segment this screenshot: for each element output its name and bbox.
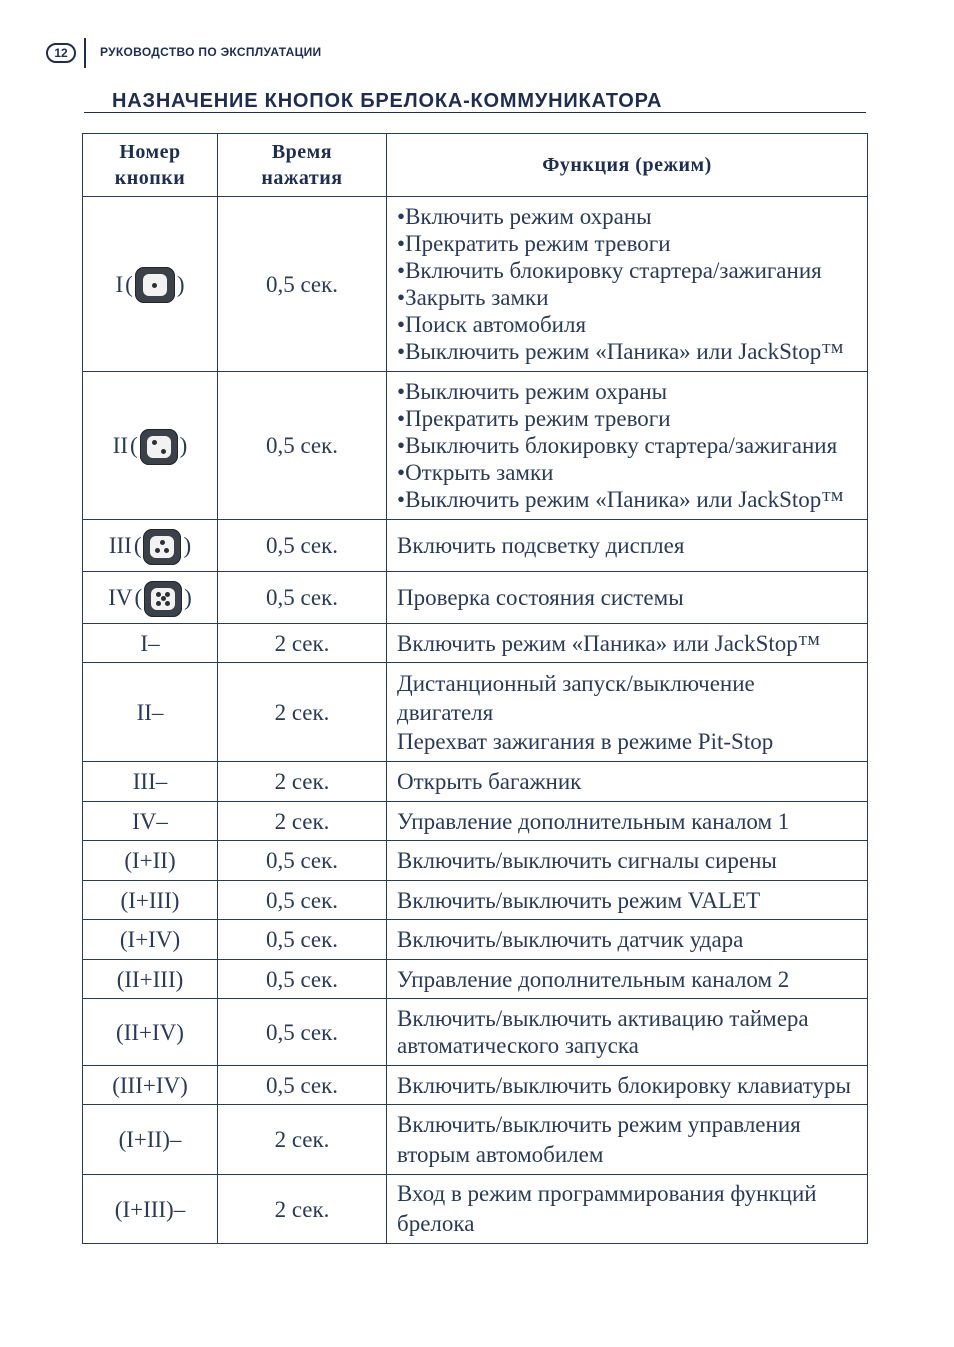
table-row xyxy=(83,1175,868,1244)
header-function: Функция (режим) xyxy=(387,134,868,197)
press-time: 0,5 сек. xyxy=(218,197,387,372)
table-row xyxy=(83,1105,868,1175)
table-row xyxy=(83,197,868,372)
table-row xyxy=(83,999,868,1066)
table-row xyxy=(83,572,868,624)
function-cell xyxy=(387,197,868,372)
function-cell: Включить/выключить режим VALET xyxy=(387,881,868,920)
button-cell xyxy=(83,197,218,372)
table-row xyxy=(83,881,868,920)
header-button-number xyxy=(83,134,218,197)
function-cell xyxy=(387,1105,868,1175)
function-item: • Выключить режим «Паника» или JackStop™ xyxy=(397,486,861,513)
function-item: • Открыть замки xyxy=(397,459,861,486)
button-number: (I+III)– xyxy=(83,1175,218,1244)
function-line: двигателя xyxy=(397,699,494,725)
one-dot-button-icon xyxy=(135,267,175,303)
function-cell: Открыть багажник xyxy=(387,762,868,802)
header-press-time-line1: Время xyxy=(271,141,333,163)
function-cell xyxy=(387,1175,868,1244)
function-item: • Выключить режим «Паника» или JackStop™ xyxy=(397,338,861,365)
button-number: IV xyxy=(108,585,133,610)
table-row xyxy=(83,762,868,802)
function-item: • Прекратить режим тревоги xyxy=(397,405,861,432)
function-cell: Управление дополнительным каналом 2 xyxy=(387,960,868,999)
header-button-number-line1: Номер xyxy=(119,141,181,163)
table-row xyxy=(83,624,868,663)
press-time: 0,5 сек. xyxy=(218,520,387,572)
three-dot-button-icon xyxy=(143,529,181,565)
page-number: 12 xyxy=(46,43,76,63)
function-item: • Закрыть замки xyxy=(397,284,861,311)
press-time: 2 сек. xyxy=(218,802,387,841)
function-line: Включить/выключить активацию таймера xyxy=(397,1006,809,1031)
paren-open: ( xyxy=(129,433,138,458)
button-number: III xyxy=(108,533,132,558)
header-divider xyxy=(84,38,86,68)
title-underline xyxy=(84,112,866,113)
table-row xyxy=(83,663,868,762)
paren-close: ) xyxy=(184,585,192,610)
press-time: 2 сек. xyxy=(218,762,387,802)
function-cell: Включить режим «Паника» или JackStop™ xyxy=(387,624,868,663)
function-line: брелока xyxy=(397,1211,475,1236)
press-time: 2 сек. xyxy=(218,1105,387,1175)
table-row xyxy=(83,960,868,999)
function-cell xyxy=(387,999,868,1066)
function-cell: Включить/выключить блокировку клавиатуры xyxy=(387,1066,868,1105)
button-number: (II+IV) xyxy=(83,999,218,1066)
function-item: • Включить блокировку стартера/зажигания xyxy=(397,257,861,284)
press-time: 0,5 сек. xyxy=(218,999,387,1066)
function-line: автоматического запуска xyxy=(397,1033,639,1058)
function-cell xyxy=(387,372,868,520)
paren-open: ( xyxy=(125,271,133,297)
table-row xyxy=(83,841,868,881)
paren-close: ) xyxy=(183,533,192,558)
button-number: I– xyxy=(83,624,218,663)
press-time: 0,5 сек. xyxy=(218,960,387,999)
paren-close: ) xyxy=(179,433,188,458)
header-press-time-line2: нажатия xyxy=(261,167,343,189)
section-title: НАЗНАЧЕНИЕ КНОПОК БРЕЛОКА-КОММУНИКАТОРА xyxy=(112,90,663,112)
header-press-time xyxy=(218,134,387,197)
function-line: Включить/выключить режим управления xyxy=(397,1111,801,1137)
table-row xyxy=(83,372,868,520)
function-cell: Включить/выключить сигналы сирены xyxy=(387,841,868,881)
button-number: (II+III) xyxy=(83,960,218,999)
button-number: III– xyxy=(83,762,218,802)
press-time: 0,5 сек. xyxy=(218,881,387,920)
button-number: (I+IV) xyxy=(83,920,218,960)
function-item: • Выключить режим охраны xyxy=(397,378,861,405)
function-item: • Выключить блокировку стартера/зажигания xyxy=(397,432,861,459)
button-number: (I+III) xyxy=(83,881,218,920)
function-cell: Включить подсветку дисплея xyxy=(387,520,868,572)
press-time: 0,5 сек. xyxy=(218,920,387,960)
press-time: 0,5 сек. xyxy=(218,572,387,624)
function-cell: Включить/выключить датчик удара xyxy=(387,920,868,960)
table-header-row xyxy=(83,134,868,197)
table-row xyxy=(83,520,868,572)
press-time: 0,5 сек. xyxy=(218,372,387,520)
button-number: II– xyxy=(83,663,218,762)
paren-open: ( xyxy=(134,585,143,610)
function-line: Вход в режим программирования функций xyxy=(397,1181,817,1206)
function-line: вторым автомобилем xyxy=(397,1141,604,1167)
paren-close: ) xyxy=(176,271,185,297)
function-line: Дистанционный запуск/выключение xyxy=(397,670,755,696)
press-time: 2 сек. xyxy=(218,624,387,663)
button-cell xyxy=(83,572,218,624)
function-cell: Управление дополнительным каналом 1 xyxy=(387,802,868,841)
two-dot-button-icon xyxy=(140,429,178,465)
press-time: 2 сек. xyxy=(218,1175,387,1244)
table-row xyxy=(83,1066,868,1105)
paren-open: ( xyxy=(133,533,142,558)
table-row xyxy=(83,920,868,960)
function-line: Перехват зажигания в режиме Pit-Stop xyxy=(397,728,774,754)
table-row xyxy=(83,802,868,841)
function-cell: Проверка состояния системы xyxy=(387,572,868,624)
press-time: 0,5 сек. xyxy=(218,1066,387,1105)
function-cell xyxy=(387,663,868,762)
button-number: IV– xyxy=(83,802,218,841)
button-cell xyxy=(83,520,218,572)
button-number: (I+II)– xyxy=(83,1105,218,1175)
button-functions-table xyxy=(82,133,868,1244)
button-number: I xyxy=(115,271,124,297)
button-number: (III+IV) xyxy=(83,1066,218,1105)
function-item: • Поиск автомобиля xyxy=(397,311,861,338)
button-number: II xyxy=(112,433,128,458)
button-cell xyxy=(83,372,218,520)
function-item: • Включить режим охраны xyxy=(397,203,861,230)
press-time: 0,5 сек. xyxy=(218,841,387,881)
running-title: РУКОВОДСТВО ПО ЭКСПЛУАТАЦИИ xyxy=(100,45,322,59)
press-time: 2 сек. xyxy=(218,663,387,762)
button-number: (I+II) xyxy=(83,841,218,881)
four-dot-button-icon xyxy=(144,581,182,617)
header-button-number-line2: кнопки xyxy=(114,167,186,189)
function-item: • Прекратить режим тревоги xyxy=(397,230,861,257)
